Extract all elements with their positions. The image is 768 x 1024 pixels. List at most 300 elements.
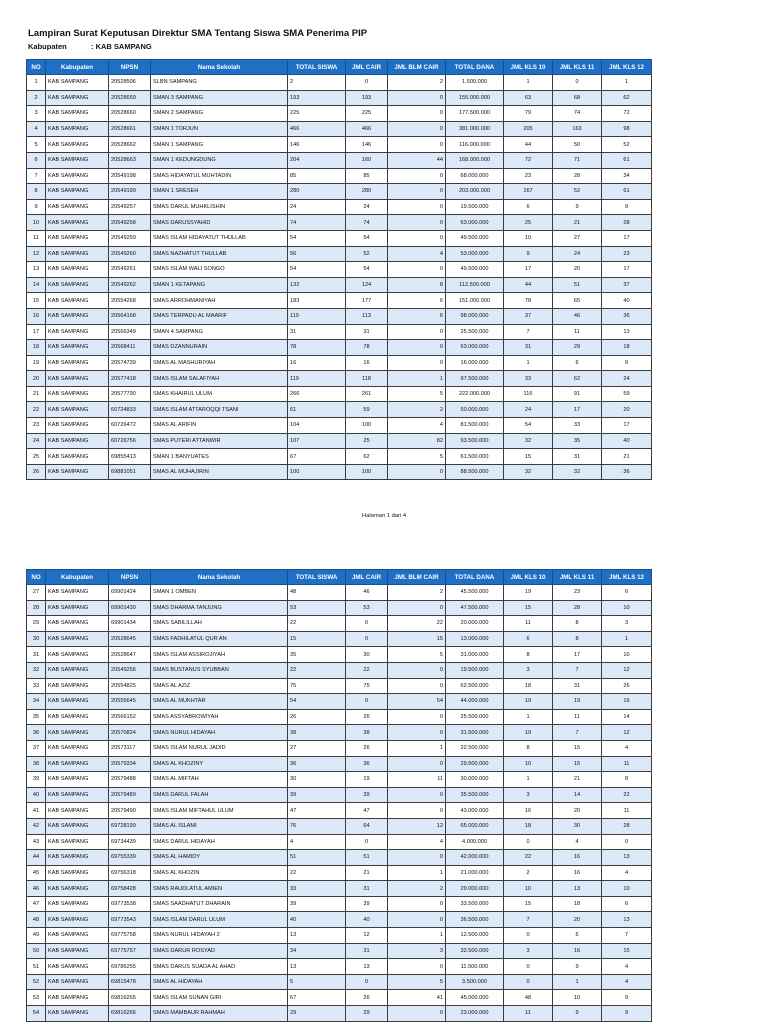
table-cell: KAB SAMPANG [46, 850, 109, 866]
table-cell: 163 [553, 121, 602, 137]
table-cell: 51 [27, 959, 46, 975]
table-cell: 225 [346, 106, 388, 122]
table-cell: 4 [288, 834, 346, 850]
table-row [27, 928, 652, 944]
table-cell: 10 [504, 881, 553, 897]
table-cell: 20528645 [109, 631, 151, 647]
table-cell: 19 [27, 355, 46, 371]
table-cell: 69901430 [109, 600, 151, 616]
table-cell: 24 [27, 433, 46, 449]
table-cell: 8 [504, 740, 553, 756]
table-cell: 466 [346, 121, 388, 137]
column-header: Kabupaten [46, 60, 109, 75]
table-row [27, 943, 652, 959]
table-row [27, 152, 652, 168]
table-cell: 31.500.000 [446, 725, 504, 741]
table-cell: 11 [602, 803, 652, 819]
table-cell: 52 [553, 184, 602, 200]
table-cell: 0 [553, 75, 602, 91]
table-cell: SMAS DHARMA TANJUNG [151, 600, 288, 616]
kabupaten-label: Kabupaten [28, 42, 67, 51]
table-cell: 20 [553, 912, 602, 928]
table-cell: 28 [602, 818, 652, 834]
table-cell: 20528659 [109, 90, 151, 106]
table-cell: 261 [346, 386, 388, 402]
table-cell: 63 [504, 90, 553, 106]
table-cell: 22 [388, 616, 446, 632]
table-row [27, 262, 652, 278]
table-cell: 146 [346, 137, 388, 153]
table-cell: 1 [602, 631, 652, 647]
table-cell: KAB SAMPANG [46, 106, 109, 122]
table-cell: SMAS AL HAMIDY [151, 850, 288, 866]
table-cell: 48 [288, 585, 346, 601]
table-cell: 45 [27, 865, 46, 881]
table-row [27, 803, 652, 819]
table-cell: SMAS HIDAYATUL MUHTADIN [151, 168, 288, 184]
table-cell: SMAS AL MUKHTAR [151, 694, 288, 710]
table-cell: KAB SAMPANG [46, 355, 109, 371]
table-cell: 160 [346, 152, 388, 168]
table-cell: KAB SAMPANG [46, 1006, 109, 1022]
table-cell: 49.500.000 [446, 230, 504, 246]
table-cell: 3 [504, 662, 553, 678]
table-cell: 72 [504, 152, 553, 168]
table-cell: SMAS AL KHOZIN [151, 865, 288, 881]
table-cell: 98.000.000 [446, 308, 504, 324]
table-cell: 0 [388, 662, 446, 678]
table-cell: 280 [288, 184, 346, 200]
table-cell: 20549257 [109, 199, 151, 215]
table-cell: KAB SAMPANG [46, 371, 109, 387]
table-cell: SMAS DZANNURAIN [151, 340, 288, 356]
table-cell: 53 [288, 600, 346, 616]
table-cell: 85 [288, 168, 346, 184]
table-row [27, 834, 652, 850]
table-cell: SMAN 1 KEDUNGDUNG [151, 152, 288, 168]
table-cell: 54 [388, 694, 446, 710]
table-cell: SMAS AL ISLAMI [151, 818, 288, 834]
table-cell: 22 [27, 402, 46, 418]
table-cell: 4 [553, 834, 602, 850]
table-cell: 54 [346, 230, 388, 246]
table-cell: 8 [553, 631, 602, 647]
table-cell: 193 [346, 90, 388, 106]
table-row [27, 631, 652, 647]
table-cell: 6 [553, 928, 602, 944]
table-cell: KAB SAMPANG [46, 449, 109, 465]
table-cell: 54 [288, 230, 346, 246]
table-cell: 0 [388, 678, 446, 694]
table-cell: 24 [602, 371, 652, 387]
table-cell: 44 [388, 152, 446, 168]
table-cell: 1 [504, 709, 553, 725]
table-cell: 32 [553, 464, 602, 480]
table-cell: 69756318 [109, 865, 151, 881]
table-row [27, 75, 652, 91]
table-cell: SMAN 2 SAMPANG [151, 106, 288, 122]
table-cell: SMAS AL KHOZINY [151, 756, 288, 772]
table-row [27, 959, 652, 975]
table-cell: 9 [553, 1006, 602, 1022]
table-cell: 18 [602, 340, 652, 356]
table-cell: SMAS FADHILATUL QUR AN [151, 631, 288, 647]
table-cell: 8 [27, 184, 46, 200]
table-cell: 52 [27, 974, 46, 990]
table-cell: 6 [504, 199, 553, 215]
table-cell: 104 [288, 418, 346, 434]
table-cell: 69773538 [109, 896, 151, 912]
table-cell: SMAS ISLAM ASSIROJIYAH [151, 647, 288, 663]
table-cell: 0 [388, 464, 446, 480]
table-cell: 85 [346, 168, 388, 184]
table-cell: 116.000.000 [446, 137, 504, 153]
table-cell: 2 [504, 865, 553, 881]
column-header: JML BLM CAIR [388, 570, 446, 585]
table-cell: 1.500.000 [446, 75, 504, 91]
table-row [27, 168, 652, 184]
table-cell: 17 [504, 262, 553, 278]
table-cell: 39 [27, 772, 46, 788]
table-cell: 116 [504, 386, 553, 402]
table-row [27, 184, 652, 200]
table-cell: 56 [288, 246, 346, 262]
table-row [27, 121, 652, 137]
table-cell: 5 [288, 974, 346, 990]
table-cell: 119 [288, 371, 346, 387]
table-cell: 20549259 [109, 230, 151, 246]
table-cell: 65 [553, 293, 602, 309]
table-cell: 60726472 [109, 418, 151, 434]
table-cell: 10 [602, 881, 652, 897]
table-cell: 381.000.000 [446, 121, 504, 137]
column-header: Nama Sekolah [151, 570, 288, 585]
table-cell: 27 [553, 230, 602, 246]
table-cell: KAB SAMPANG [46, 600, 109, 616]
table-cell: SMAS ISLAM HIDAYATUT THULLAB [151, 230, 288, 246]
table-cell: 9 [602, 355, 652, 371]
table-cell: 3 [602, 616, 652, 632]
table-cell: 27 [288, 740, 346, 756]
table-cell: 35 [288, 647, 346, 663]
table-cell: 32 [27, 662, 46, 678]
table-cell: 113 [346, 308, 388, 324]
table-cell: SMAN 3 SAMPANG [151, 90, 288, 106]
table-cell: 9 [553, 199, 602, 215]
table-cell: 51 [346, 850, 388, 866]
table-cell: 1 [388, 928, 446, 944]
table-cell: 26 [346, 740, 388, 756]
column-header: JML CAIR [346, 570, 388, 585]
table-cell: SMAS KHAIRUL ULUM [151, 386, 288, 402]
table-cell: 16 [504, 803, 553, 819]
table-cell: 60724833 [109, 402, 151, 418]
table-cell: 74 [346, 215, 388, 231]
table-cell: 0 [388, 90, 446, 106]
table-cell: 33 [553, 418, 602, 434]
table-cell: 29 [288, 1006, 346, 1022]
table-cell: SMAS SAADHATUT DHARAIN [151, 896, 288, 912]
table-row [27, 740, 652, 756]
table-cell: 3 [504, 943, 553, 959]
table-cell: SMAS DARUL FALAH [151, 787, 288, 803]
table-cell: 69773543 [109, 912, 151, 928]
table-cell: 7 [27, 168, 46, 184]
table-cell: 20549256 [109, 662, 151, 678]
table-cell: 38 [27, 756, 46, 772]
table-cell: 49.500.000 [446, 262, 504, 278]
table-cell: KAB SAMPANG [46, 340, 109, 356]
table-cell: 48 [504, 990, 553, 1006]
table-cell: 7 [553, 725, 602, 741]
table-cell: SMAN 1 BANYUATES [151, 449, 288, 465]
table-cell: 28 [553, 600, 602, 616]
table-cell: 151.000.000 [446, 293, 504, 309]
table-cell: 20549261 [109, 262, 151, 278]
table-row [27, 694, 652, 710]
recipients-table-page-2 [26, 569, 652, 1022]
table-cell: 34 [602, 168, 652, 184]
table-cell: 15 [553, 756, 602, 772]
table-cell: 24 [288, 199, 346, 215]
table-cell: 36 [27, 725, 46, 741]
table-cell: 41 [388, 990, 446, 1006]
table-cell: 20 [553, 262, 602, 278]
table-cell: 1 [504, 75, 553, 91]
table-cell: 54 [288, 694, 346, 710]
table-cell: KAB SAMPANG [46, 974, 109, 990]
table-cell: KAB SAMPANG [46, 928, 109, 944]
table-row [27, 464, 652, 480]
table-cell: 1 [602, 75, 652, 91]
table-cell: 0 [346, 631, 388, 647]
table-cell: 20 [553, 803, 602, 819]
table-cell: 69855413 [109, 449, 151, 465]
table-row [27, 850, 652, 866]
table-cell: 67 [288, 449, 346, 465]
table-cell: 20549199 [109, 184, 151, 200]
table-cell: 4 [602, 959, 652, 975]
table-cell: 0 [504, 928, 553, 944]
table-cell: 20549260 [109, 246, 151, 262]
table-cell: 13 [346, 959, 388, 975]
table-cell: 10 [602, 647, 652, 663]
table-cell: 21 [553, 772, 602, 788]
table-cell: 63.000.000 [446, 340, 504, 356]
table-cell: 12 [27, 246, 46, 262]
table-cell: 72 [602, 106, 652, 122]
table-cell: 26 [602, 678, 652, 694]
kabupaten-value: : KAB SAMPANG [91, 42, 152, 51]
table-cell: 31 [346, 324, 388, 340]
table-cell: 47 [346, 803, 388, 819]
table-cell: 69728199 [109, 818, 151, 834]
table-cell: 69786255 [109, 959, 151, 975]
table-cell: KAB SAMPANG [46, 75, 109, 91]
table-row [27, 371, 652, 387]
table-cell: SMAS TERPADU AL MAARIF [151, 308, 288, 324]
table-cell: 20 [602, 402, 652, 418]
table-cell: 82 [388, 433, 446, 449]
table-cell: 32.500.000 [446, 943, 504, 959]
table-cell: 69755339 [109, 850, 151, 866]
table-cell: 59 [602, 386, 652, 402]
table-cell: 18 [504, 678, 553, 694]
table-cell: 20566349 [109, 324, 151, 340]
table-cell: 20566152 [109, 709, 151, 725]
table-cell: SMAS ISLAM SUNAN GIRI [151, 990, 288, 1006]
table-cell: 0 [388, 106, 446, 122]
table-cell: 15 [288, 631, 346, 647]
table-cell: 0 [504, 974, 553, 990]
table-cell: 36.500.000 [446, 912, 504, 928]
table-cell: 28 [602, 215, 652, 231]
table-cell: KAB SAMPANG [46, 199, 109, 215]
table-cell: 45.500.000 [446, 585, 504, 601]
table-cell: 60726756 [109, 433, 151, 449]
table-cell: KAB SAMPANG [46, 616, 109, 632]
table-cell: KAB SAMPANG [46, 308, 109, 324]
table-row [27, 756, 652, 772]
table-row [27, 990, 652, 1006]
table-cell: 69816266 [109, 1006, 151, 1022]
table-cell: 5 [388, 647, 446, 663]
column-header: NO [27, 60, 46, 75]
table-cell: SMAS DARUR ROSYAD [151, 943, 288, 959]
table-cell: 20528662 [109, 137, 151, 153]
table-cell: 40 [602, 293, 652, 309]
table-cell: KAB SAMPANG [46, 121, 109, 137]
table-cell: SMAN 4 SAMPANG [151, 324, 288, 340]
table-cell: 12 [346, 928, 388, 944]
table-cell: 19 [504, 585, 553, 601]
table-cell: SMAS BUSTANUS SYUBBAN [151, 662, 288, 678]
table-cell: 31 [553, 678, 602, 694]
table-cell: 168.000.000 [446, 152, 504, 168]
table-cell: 4 [388, 418, 446, 434]
table-cell: 75 [346, 678, 388, 694]
table-cell: 52 [602, 137, 652, 153]
table-cell: 21 [553, 215, 602, 231]
table-cell: 78 [346, 340, 388, 356]
table-cell: 26 [27, 464, 46, 480]
table-cell: 9 [553, 959, 602, 975]
table-cell: 0 [388, 803, 446, 819]
table-cell: SMAN 1 TORJUN [151, 121, 288, 137]
table-cell: 0 [388, 340, 446, 356]
table-cell: 25 [346, 433, 388, 449]
table-cell: KAB SAMPANG [46, 631, 109, 647]
table-cell: 93.500.000 [446, 433, 504, 449]
table-cell: 5 [388, 449, 446, 465]
column-header: TOTAL SISWA [288, 570, 346, 585]
table-cell: KAB SAMPANG [46, 772, 109, 788]
table-row [27, 787, 652, 803]
table-cell: 466 [288, 121, 346, 137]
table-cell: 34 [288, 943, 346, 959]
table-cell: 37 [602, 277, 652, 293]
table-cell: 2 [27, 90, 46, 106]
column-header: JML CAIR [346, 60, 388, 75]
table-cell: 11 [602, 756, 652, 772]
table-cell: KAB SAMPANG [46, 740, 109, 756]
table-cell: 54 [504, 418, 553, 434]
table-cell: 0 [388, 184, 446, 200]
table-cell: 40 [346, 912, 388, 928]
table-cell: 10 [504, 756, 553, 772]
table-cell: 62 [553, 371, 602, 387]
table-cell: 177 [346, 293, 388, 309]
table-cell: SMAS DARUL HIDAYAH [151, 834, 288, 850]
table-cell: 100 [288, 464, 346, 480]
table-cell: 51 [553, 277, 602, 293]
table-cell: 16 [553, 943, 602, 959]
table-cell: SMAN 1 SRESEH [151, 184, 288, 200]
column-header: Kabupaten [46, 570, 109, 585]
table-cell: KAB SAMPANG [46, 803, 109, 819]
table-cell: 225 [288, 106, 346, 122]
table-cell: 53 [346, 600, 388, 616]
table-cell: 69816265 [109, 990, 151, 1006]
table-cell: 24 [553, 246, 602, 262]
table-row [27, 293, 652, 309]
table-row [27, 585, 652, 601]
table-cell: 19.500.000 [446, 662, 504, 678]
table-cell: 24 [346, 199, 388, 215]
table-cell: 61 [288, 402, 346, 418]
table-cell: SMAS NAZHATUT THULLAB [151, 246, 288, 262]
table-cell: 2 [388, 75, 446, 91]
table-cell: 48 [27, 912, 46, 928]
table-cell: 0 [388, 230, 446, 246]
table-cell: 37 [27, 740, 46, 756]
table-cell: SMAS ASSYABROWIYAH [151, 709, 288, 725]
table-row [27, 600, 652, 616]
table-cell: 44 [27, 850, 46, 866]
table-cell: 6 [504, 631, 553, 647]
table-cell: 50 [27, 943, 46, 959]
table-cell: 6 [27, 152, 46, 168]
table-cell: 13 [602, 850, 652, 866]
table-cell: 49 [27, 928, 46, 944]
table-cell: 15 [504, 600, 553, 616]
table-cell: 203.000.000 [446, 184, 504, 200]
table-cell: 3 [504, 787, 553, 803]
table-cell: 204 [288, 152, 346, 168]
table-cell: 35 [553, 433, 602, 449]
table-cell: 22 [288, 662, 346, 678]
table-cell: 20528506 [109, 75, 151, 91]
table-row [27, 662, 652, 678]
table-row [27, 912, 652, 928]
table-cell: 9 [602, 1006, 652, 1022]
table-cell: KAB SAMPANG [46, 818, 109, 834]
table-cell: 43 [27, 834, 46, 850]
table-cell: 33 [504, 371, 553, 387]
table-cell: 19 [346, 772, 388, 788]
column-header: NPSN [109, 60, 151, 75]
table-header-row [27, 570, 652, 585]
table-cell: 16 [288, 355, 346, 371]
table-cell: SMAS ISLAM ATTAROQQI TSANI [151, 402, 288, 418]
table-cell: 11 [504, 616, 553, 632]
table-cell: 74 [288, 215, 346, 231]
table-cell: 13 [27, 262, 46, 278]
table-cell: KAB SAMPANG [46, 647, 109, 663]
table-cell: 1 [388, 371, 446, 387]
table-cell: 19 [504, 694, 553, 710]
table-cell: KAB SAMPANG [46, 662, 109, 678]
